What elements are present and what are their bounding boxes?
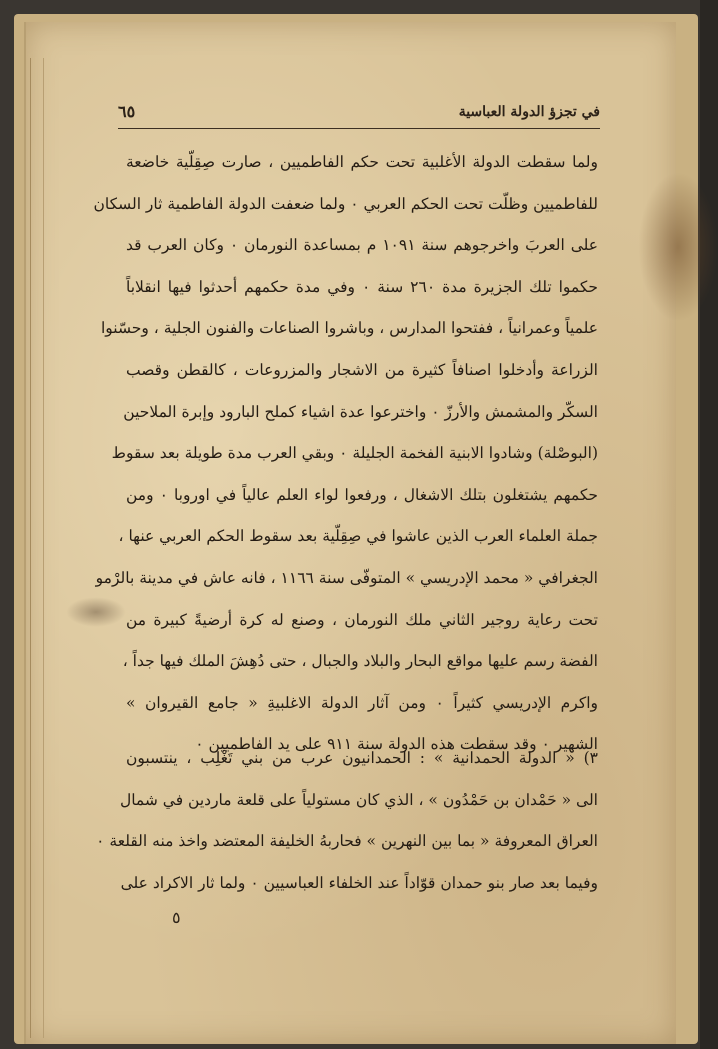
water-stain [638,172,718,322]
text-line: ٣) « الدولة الحمدانية » : الحمدانيون عرب من بني تَغْلِب ، ينتسبون [126,749,598,767]
text-line: حكموا تلك الجزيرة مدة ٢٦٠ سنة ٠ وفي مدة حكمهم أحدثوا فيها انقلاباً [126,277,598,296]
header-title: في تجزؤ الدولة العباسية [458,104,600,120]
text-line: علمياً وعمرانياً ، ففتحوا المدارس ، وباشروا الصناعات والفنون الجلية ، وحسّنوا [100,319,598,338]
text-line: تحت رعاية روجير الثاني ملك النورمان ، وصنع له كرة أرضيةً كبيرة من [126,610,598,629]
text-line: (البوصْلة) وشادوا الابنية الفخمة الجليلة ٠ وبقي العرب مدة طويلة بعد سقوط [111,444,598,463]
text-line: الى « حَمْدان بن حَمْدُون » ، الذي كان مستولياً على قلعة ماردين في شمال [119,790,598,809]
text-line: للفاطميين وظلّت تحت الحكم العربي ٠ ولما ضعفت الدولة الفاطمية ثار السكان [93,194,598,213]
paragraph-2 [96,738,598,898]
page-number: ٦٥ [118,102,136,121]
paragraph-1 [93,142,599,754]
running-header [118,98,600,129]
text-line: ولما سقطت الدولة الأغلبية تحت حكم الفاطميين ، صارت صِقِلّية خاضعة [126,153,598,171]
text-line: الشهير ٠ وقد سقطت هذه الدولة سنة ٩١١ على يد الفاطميين ٠ [195,735,598,754]
text-line: السكّر والمشمش والأرزّ ٠ واخترعوا عدة اشياء كملح البارود وإبرة الملاحين [123,402,598,421]
text-line: الجغرافي « محمد الإدريسي » المتوفّى سنة ١١٦٦ ، فانه عاش في مدينة بالرْمو [95,568,598,587]
text-line: واكرم الإدريسي كثيراً ٠ ومن آثار الدولة الاغلبيةِ « جامع القيروان » [126,693,598,712]
ink-smudge [66,597,126,627]
text-line: الفضة رسم عليها مواقع البحار والبلاد والجبال ، حتى دُهِشَ الملك فيها جداً ، [122,652,598,671]
text-line: وفيما بعد صار بنو حمدان قوّاداً عند الخلفاء العباسيين ٠ ولما ثار الاكراد على [120,873,598,892]
text-line: جملة العلماء العرب الذين عاشوا في صِقِلّية بعد سقوط الحكم العربي عنها ، [118,527,598,546]
text-line: الزراعة وأدخلوا اصنافاً كثيرة من الاشجار والمزروعات ، كالقطن وقصب [126,360,598,379]
text-line: العراق المعروفة « بما بين النهرين » فحاربهُ الخليفة المعتضد واخذ منه القلعة ٠ [96,832,598,851]
text-line: على العربَ واخرجوهم سنة ١٠٩١ م بمساعدة النورمان ٠ وكان العرب قد [126,236,599,255]
text-line: حكمهم يشتغلون بتلك الاشغال ، ورفعوا لواء العلم عالياً في اوروبا ٠ ومن [126,485,598,504]
page-edge [30,58,44,1038]
signature-mark: ٥ [172,908,181,927]
